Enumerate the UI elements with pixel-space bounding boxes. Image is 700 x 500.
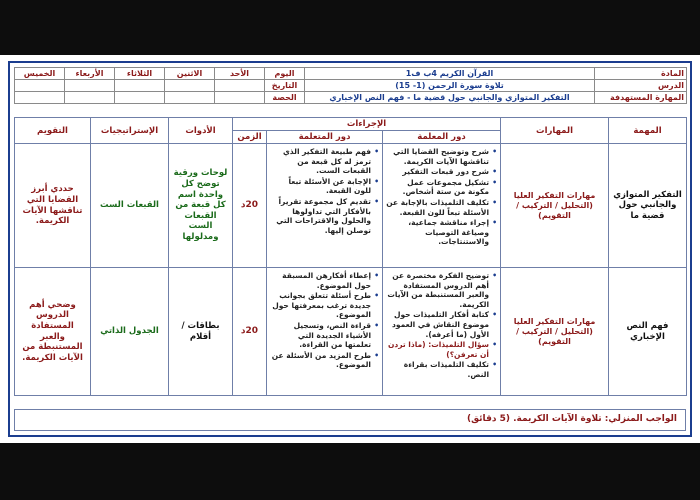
eval-cell: وضحي أهم الدروس المستفادة والعبر المستنبطة من الآيات الكريمة. (15, 268, 91, 396)
teacher-role-cell (383, 268, 501, 396)
lesson-plan-sheet (0, 55, 700, 443)
skills-cell: مهارات التفكير العليا (التحليل / التركيب / التقويم) (501, 144, 609, 268)
period-label: الحصة (265, 92, 305, 104)
list-item: • إعطاء أفكارهن المسبقة حول الموضوع. (270, 271, 379, 290)
list-item: • طرح أسئلة تتعلق بجوانب جديدة ترغب بمعرفتها حول الموضوع. (270, 291, 379, 320)
list-item: • تشكيل مجموعات عمل مكونة من ستة أشخاص. (386, 178, 497, 197)
date-cell (65, 80, 115, 92)
eval-cell: حددي أبرز القضايا التي تناقشها الآيات الكريمة. (15, 144, 91, 268)
tools-cell: لوحات ورقية توضح كل واحدة اسم كل قبعة من القبعات الست ومدلولها (169, 144, 233, 268)
col-eval: التقويم (15, 118, 91, 144)
skill-label: المهارة المستهدفة (595, 92, 687, 104)
col-tools: الأدوات (169, 118, 233, 144)
period-cell (215, 92, 265, 104)
task-cell: التفكير المتوازي والجانبي حول قضية ما (609, 144, 687, 268)
date-cell (165, 80, 215, 92)
skills-cell: مهارات التفكير العليا (التحليل / التركيب / التقويم) (501, 268, 609, 396)
skill-value: التفكير المتوازي والجانبي حول قضية ما - فهم النص الإخباري (305, 92, 595, 104)
col-student: دور المتعلمة (267, 131, 383, 144)
list-item: • سؤال التلميذات: (ماذا تردن أن تعرفن؟) (386, 340, 497, 359)
period-cell (115, 92, 165, 104)
day-tuesday: الثلاثاء (115, 68, 165, 80)
period-cell (65, 92, 115, 104)
teacher-role-cell (383, 144, 501, 268)
col-procedures: الإجراءات (233, 118, 501, 131)
day-sunday: الأحد (215, 68, 265, 80)
strategy-cell: الجدول الذاتي (91, 268, 169, 396)
list-item: • تكليف التلميذات بالإجابة عن الأسئلة تبعاً للون القبعة. (386, 198, 497, 217)
table-row (15, 144, 687, 268)
date-cell (115, 80, 165, 92)
date-cell (215, 80, 265, 92)
col-strategies: الإستراتيجيات (91, 118, 169, 144)
list-item: • فهم طبيعة التفكير الذي ترمز له كل قبعة من القبعات الست. (270, 147, 379, 176)
lesson-plan-frame (8, 61, 692, 437)
list-item: • توضيح الفكرة مختصرة عن أهم الدروس المستفادة والعبر المستنبطة من الآيات الكريمة. (386, 271, 497, 309)
list-item: • إجراء مناقشة جماعية، وصياغة التوصيات والاستنتاجات. (386, 218, 497, 247)
col-time: الزمن (233, 131, 267, 144)
subject-label: المادة (595, 68, 687, 80)
list-item: • شرح وتوضيح القضايا التي تناقشها الآيات الكريمة. (386, 147, 497, 166)
header-table (14, 67, 687, 104)
day-monday: الاثنين (165, 68, 215, 80)
col-teacher: دور المعلمة (383, 131, 501, 144)
homework-note: الواجب المنزلي: تلاوة الآيات الكريمة. (5 دقائق) (14, 409, 686, 431)
list-item: • الإجابة عن الأسئلة تبعاً للون القبعة. (270, 177, 379, 196)
tools-cell: بطاقات / أقلام (169, 268, 233, 396)
time-cell: 20د (233, 268, 267, 396)
period-cell (15, 92, 65, 104)
time-cell: 20د (233, 144, 267, 268)
list-item: • تقديم كل مجموعة تقريراً بالأفكار التي تداولوها والحلول والاقتراحات التي توصلن إليها. (270, 197, 379, 235)
date-cell (15, 80, 65, 92)
col-skills: المهارات (501, 118, 609, 144)
lesson-label: الدرس (595, 80, 687, 92)
student-role-cell (267, 268, 383, 396)
task-cell: فهم النص الإخباري (609, 268, 687, 396)
day-thursday: الخميس (15, 68, 65, 80)
period-cell (165, 92, 215, 104)
strategy-cell: القبعات الست (91, 144, 169, 268)
list-item: • قراءة النص، وتسجيل الأشياء الجديدة التي تعلمتها من القراءة. (270, 321, 379, 350)
subject-value: القرآن الكريم 4ب ف1 (305, 68, 595, 80)
list-item: • شرح دور قبعات التفكير (386, 167, 497, 177)
list-item: • كتابة أفكار التلميذات حول موضوع النقاش في العمود الأول (ما أعرفه). (386, 310, 497, 339)
day-label: اليوم (265, 68, 305, 80)
student-role-cell (267, 144, 383, 268)
day-wednesday: الأربعاء (65, 68, 115, 80)
procedures-table (14, 117, 687, 396)
lesson-value: تلاوة سورة الرحمن (1- 15) (305, 80, 595, 92)
table-row (15, 268, 687, 396)
date-label: التاريخ (265, 80, 305, 92)
list-item: • طرح المزيد من الأسئلة عن الموضوع. (270, 351, 379, 370)
list-item: • تكليف التلميذات بقراءة النص. (386, 360, 497, 379)
col-task: المهمة (609, 118, 687, 144)
